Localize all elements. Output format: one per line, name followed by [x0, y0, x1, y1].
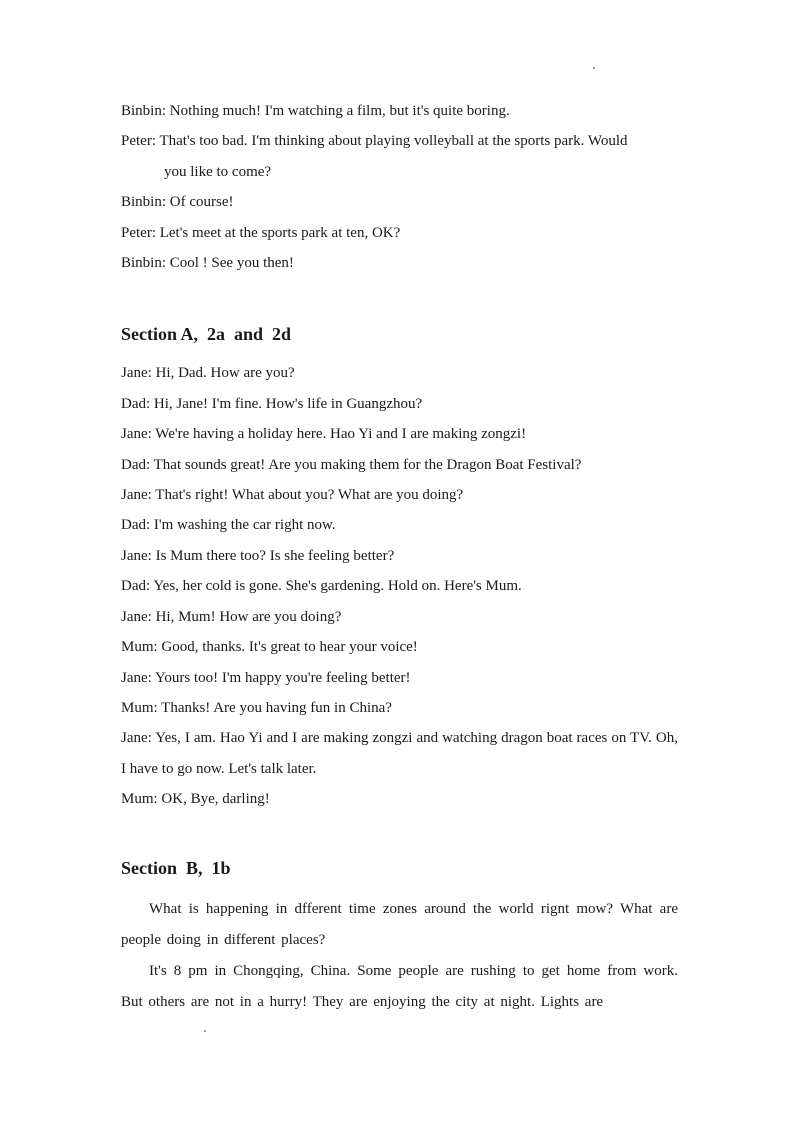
scan-dot	[593, 67, 595, 69]
dialogue-line: Dad: I'm washing the car right now.	[121, 517, 336, 534]
dialogue-line: Jane: Yours too! I'm happy you're feeling better!	[121, 669, 411, 686]
section-a-heading: Section A, 2a and 2d	[121, 324, 292, 345]
dialogue-line: Binbin: Cool ! See you then!	[121, 255, 294, 272]
dialogue-line: Dad: That sounds great! Are you making them for the Dragon Boat Festival?	[121, 456, 582, 473]
dialogue-line: Jane: Is Mum there too? Is she feeling better?	[121, 547, 395, 564]
dialogue-line: Mum: OK, Bye, darling!	[121, 791, 270, 808]
reading-paragraph: What is happening in dfferent time zones around the world rignt mow? What are people doing in different places?	[121, 900, 678, 948]
dialogue-line-continuation: you like to come?	[164, 163, 272, 180]
dialogue-line: Peter: Let's meet at the sports park at ten, OK?	[121, 224, 401, 241]
dialogue-line: Mum: Thanks! Are you having fun in China?	[121, 699, 392, 716]
top-dialogue	[121, 96, 678, 278]
dialogue-line: Jane: That's right! What about you? What are you doing?	[121, 487, 464, 504]
dialogue-line: Jane: Yes, I am. Hao Yi and I are making zongzi and watching dragon boat races on TV. Oh, I have to go now. Let's talk later.	[121, 730, 678, 777]
section-b-heading: Section B, 1b	[121, 857, 231, 878]
section-b-reading	[121, 894, 678, 1018]
dialogue-line: Jane: Hi, Dad. How are you?	[121, 365, 295, 382]
dialogue-line: Jane: Hi, Mum! How are you doing?	[121, 608, 342, 625]
dialogue-line: Dad: Hi, Jane! I'm fine. How's life in Guangzhou?	[121, 395, 423, 412]
section-a-dialogue	[121, 358, 678, 814]
scan-dot	[204, 1030, 206, 1032]
dialogue-line: Jane: We're having a holiday here. Hao Yi and I are making zongzi!	[121, 426, 527, 443]
dialogue-line: Binbin: Of course!	[121, 194, 234, 211]
reading-paragraph: It's 8 pm in Chongqing, China. Some people are rushing to get home from work. But others are not in a hurry! They are enjoying the city at night. Lights are	[121, 962, 678, 1010]
dialogue-line: Peter: That's too bad. I'm thinking about playing volleyball at the sports park. Would	[121, 133, 628, 150]
dialogue-line: Binbin: Nothing much! I'm watching a film, but it's quite boring.	[121, 103, 510, 119]
dialogue-line: Mum: Good, thanks. It's great to hear your voice!	[121, 639, 418, 656]
document-page	[121, 96, 678, 1018]
dialogue-line: Dad: Yes, her cold is gone. She's gardening. Hold on. Here's Mum.	[121, 578, 522, 595]
